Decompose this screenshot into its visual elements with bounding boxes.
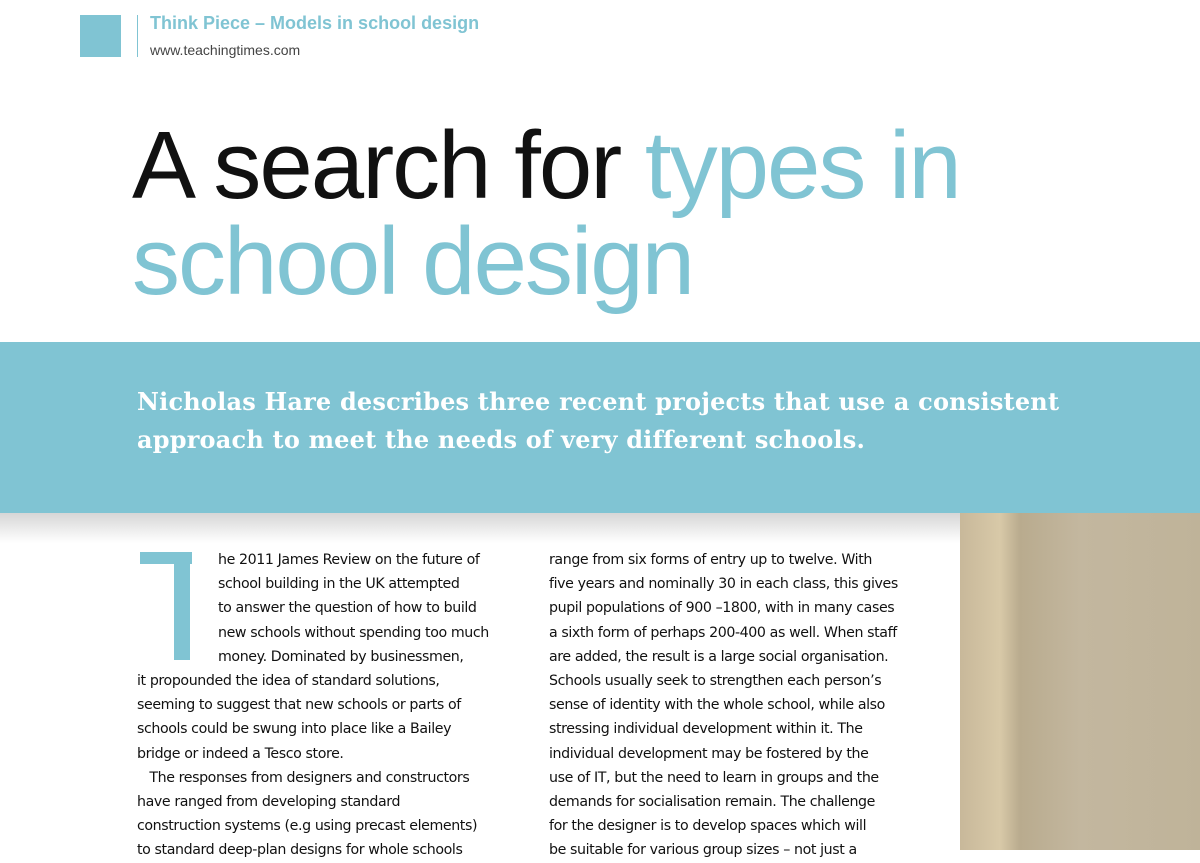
body-line: sense of identity with the whole school, while also	[549, 697, 885, 714]
banner-shadow	[0, 513, 960, 543]
header-divider	[137, 15, 138, 57]
body-line: money. Dominated by businessmen,	[218, 648, 464, 665]
body-line: schools could be swung into place like a Bailey	[137, 721, 452, 738]
body-line: range from six forms of entry up to twelve. With	[549, 552, 872, 568]
standfirst-line: Nicholas Hare describes three recent projects that use a consistent	[137, 387, 1060, 416]
body-line: he 2011 James Review on the future of	[218, 552, 480, 568]
body-line: Schools usually seek to strengthen each person’s	[549, 673, 882, 690]
body-line: stressing individual development within it. The	[549, 721, 863, 738]
body-line: for the designer is to develop spaces which will	[549, 818, 867, 835]
article-title	[132, 112, 960, 315]
body-line: school building in the UK attempted	[218, 576, 460, 593]
body-line: pupil populations of 900 –1800, with in many cases	[549, 600, 895, 617]
body-line: bridge or indeed a Tesco store.	[137, 745, 344, 762]
body-line: to standard deep-plan designs for whole schools	[137, 842, 463, 859]
body-line: it propounded the idea of standard solutions,	[137, 673, 440, 690]
body-line: construction systems (e.g using precast elements)	[137, 818, 478, 835]
body-line: are added, the result is a large social organisation.	[549, 648, 889, 665]
body-line: individual development may be fostered by the	[549, 745, 869, 762]
body-line: five years and nominally 30 in each class, this gives	[549, 576, 898, 593]
body-line: new schools without spending too much	[218, 624, 489, 641]
body-line: seeming to suggest that new schools or parts of	[137, 697, 461, 714]
body-line: demands for socialisation remain. The challenge	[549, 794, 875, 811]
section-kicker: Think Piece – Models in school design	[150, 13, 480, 33]
body-line: be suitable for various group sizes – not just a	[549, 842, 857, 859]
standfirst-line: approach to meet the needs of very different schools.	[137, 425, 865, 454]
body-line: a sixth form of perhaps 200-400 as well. When staff	[549, 624, 897, 641]
title-part-1: A search for	[132, 112, 645, 219]
body-line: have ranged from developing standard	[137, 794, 401, 811]
article-photo	[960, 513, 1200, 850]
title-part-3: school design	[132, 208, 694, 315]
header-logo-square	[80, 15, 121, 57]
standfirst	[137, 383, 1097, 459]
body-column-1	[137, 548, 537, 863]
body-line: use of IT, but the need to learn in groups and the	[549, 769, 879, 786]
site-url: www.teachingtimes.com	[150, 42, 301, 58]
title-part-2: types in	[644, 112, 960, 219]
body-line: The responses from designers and constructors	[137, 769, 470, 786]
body-line: to answer the question of how to build	[218, 600, 477, 617]
body-column-2	[549, 548, 949, 863]
